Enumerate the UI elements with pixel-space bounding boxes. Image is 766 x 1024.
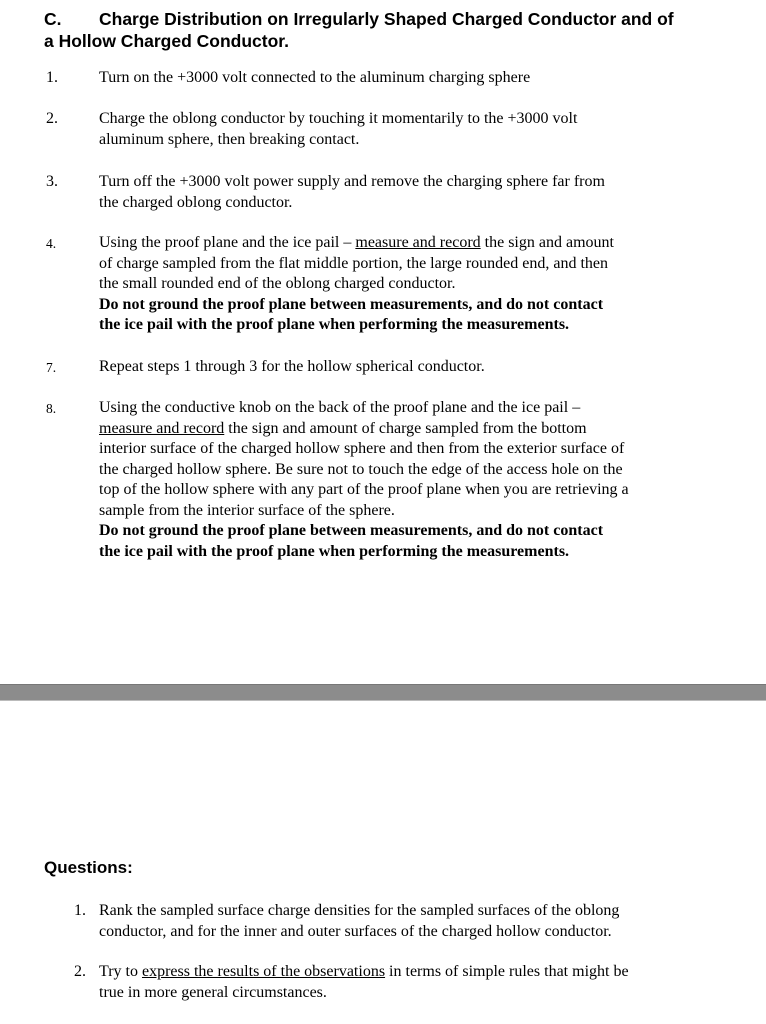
step-line: sample from the interior surface of the sphere. — [99, 501, 395, 519]
section-heading — [44, 8, 744, 52]
question-line: true in more general circumstances. — [99, 983, 327, 1001]
question-line: Rank the sampled surface charge densities for the sampled surfaces of the oblong — [99, 902, 620, 919]
step-number: 4. — [46, 236, 57, 251]
step-line: the charged oblong conductor. — [99, 193, 293, 211]
step-line: aluminum sphere, then breaking contact. — [99, 130, 360, 148]
warning-line: the ice pail with the proof plane when performing the measurements. — [99, 542, 570, 560]
step-line: Turn on the +3000 volt connected to the aluminum charging sphere — [99, 69, 531, 86]
step-line: top of the hollow sphere with any part of the proof plane when you are retrieving a — [99, 481, 629, 498]
question-line: in terms of simple rules that might be — [385, 963, 629, 980]
step-line: interior surface of the charged hollow sphere and then from the exterior surface of — [99, 440, 625, 457]
step-line: the small rounded end of the oblong charged conductor. — [99, 275, 456, 292]
step-text — [99, 172, 699, 213]
step-line: Repeat steps 1 through 3 for the hollow spherical conductor. — [99, 358, 485, 375]
step-text — [99, 109, 699, 150]
question-line: conductor, and for the inner and outer surfaces of the charged hollow conductor. — [99, 922, 612, 940]
step-number: 7. — [46, 360, 57, 375]
step-number: 2. — [46, 110, 58, 127]
step-line: Turn off the +3000 volt power supply and remove the charging sphere far from — [99, 173, 605, 190]
step-line: the sign and amount of charge sampled from the bottom — [224, 419, 587, 437]
step-line: the charged hollow sphere. Be sure not to touch the edge of the access hole on the — [99, 460, 623, 478]
warning-line: Do not ground the proof plane between measurements, and do not contact — [99, 295, 604, 313]
step-number: 1. — [46, 69, 58, 86]
step-text — [99, 233, 699, 336]
questions-title: Questions: — [44, 858, 133, 877]
section-letter: C. — [44, 9, 62, 29]
warning-line: the ice pail with the proof plane when performing the measurements. — [99, 316, 570, 333]
question-line: Try to — [99, 963, 142, 980]
question-text — [99, 962, 699, 1003]
step-number: 3. — [46, 173, 58, 190]
heading-line-1: Charge Distribution on Irregularly Shaped Charged Conductor and of — [99, 9, 674, 29]
page-divider — [0, 684, 766, 701]
step-text — [99, 68, 699, 89]
step-text — [99, 357, 699, 378]
warning-line: Do not ground the proof plane between measurements, and do not contact — [99, 522, 604, 539]
express-results-link: express the results of the observations — [141, 963, 386, 980]
measure-and-record-link: measure and record — [355, 234, 481, 251]
step-line: Using the conductive knob on the back of the proof plane and the ice pail – — [99, 399, 581, 416]
step-number: 8. — [46, 401, 57, 416]
question-number: 2. — [74, 963, 86, 980]
step-line: of charge sampled from the flat middle portion, the large rounded end, and then — [99, 254, 609, 272]
question-number: 1. — [74, 902, 86, 919]
step-text — [99, 398, 699, 562]
step-line: Using the proof plane and the ice pail – — [99, 234, 356, 251]
question-text — [99, 901, 699, 942]
heading-line-2: a Hollow Charged Conductor. — [44, 31, 290, 51]
step-line: the sign and amount — [480, 234, 614, 251]
step-line: Charge the oblong conductor by touching it momentarily to the +3000 volt — [99, 110, 578, 127]
measure-and-record-link: measure and record — [99, 419, 225, 437]
